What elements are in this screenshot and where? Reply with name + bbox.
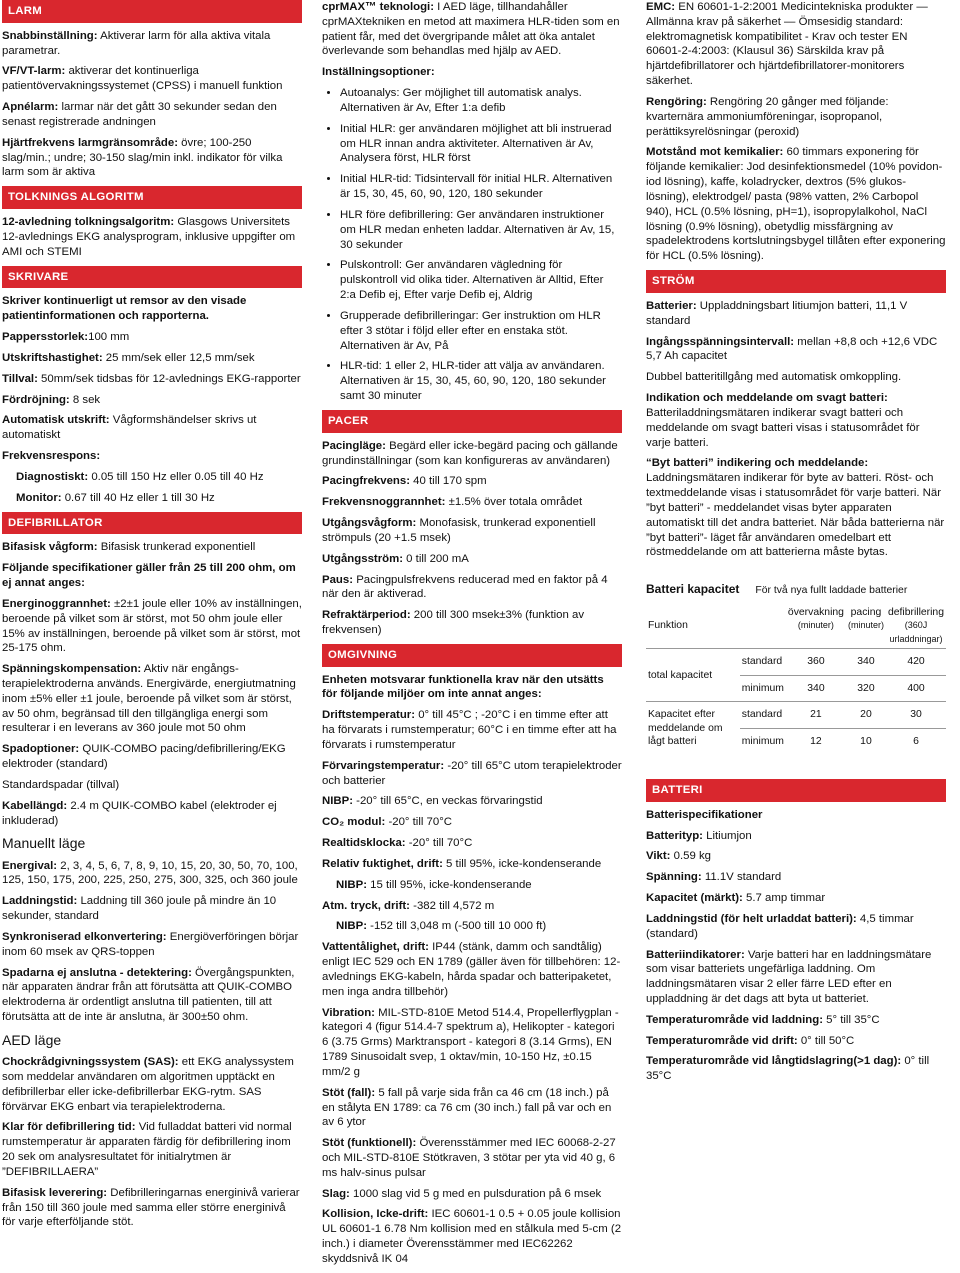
spec-label: VF/VT-larm: — [2, 65, 66, 78]
spec-paragraph — [322, 474, 622, 489]
spec-value: 40 till 170 spm — [410, 475, 487, 488]
spec-value: EN 60601-1-2:2001 Medicintekniska produkter — Allmänna krav på säkerhet — Ömsesidig standard: elektromagnetisk kompatibilitet - Krav och tester EN 60601-2-4:2003: (Klausul 36) Särskilda krav på hjärtdefibrillatorer och hjärtdefibrillatorer-monitorers säkerhet. — [646, 1, 928, 88]
spec-paragraph — [2, 799, 302, 829]
spec-label: Pacingläge: — [322, 439, 386, 452]
spec-value: 5 fall på varje sida från ca 46 cm (18 inch.) på en stålyta EN 1789: ca 76 cm (30 inch.) fall på var och en av 6 ytor — [322, 1086, 612, 1129]
spec-label: Laddningstid: — [2, 895, 78, 908]
spec-label: Batterier: — [646, 299, 697, 312]
spec-label: Driftstemperatur: — [322, 709, 416, 722]
spec-label: Tillval: — [2, 372, 38, 385]
table-title: Batteri kapacitet — [646, 582, 740, 597]
table-cell: 20 — [846, 702, 886, 729]
spec-value: 5° till 35°C — [823, 1013, 880, 1026]
spec-label: 12-avledning tolkningsalgoritm: — [2, 216, 175, 229]
spec-label: Temperaturområde vid långtidslagring(>1 dag): — [646, 1055, 902, 1068]
column-2 — [322, 0, 622, 1273]
spec-value: -20° till 70°C — [405, 837, 473, 850]
spec-value: -20° till 65°C utom terapielektroder och batterier — [322, 759, 622, 787]
spec-value: -152 till 3,048 m (-500 till 10 000 ft) — [367, 920, 547, 933]
option-item: • Pulskontroll: Ger användaren vägledning för pulskontroll vid olika tider. Alternativen är Alltid, Efter 2:a Defib ej, Efter varje Defib ej, Aldrig — [340, 258, 622, 302]
spec-paragraph — [2, 1055, 302, 1114]
spec-paragraph — [322, 0, 622, 59]
spec-label: Kabellängd: — [2, 799, 68, 812]
spec-label: Bifasisk vågform: — [2, 541, 98, 554]
spec-paragraph — [2, 930, 302, 960]
spec-paragraph — [322, 673, 622, 703]
spec-value: Begärd eller icke-begärd pacing och gällande grundinställningar (som kan konfigureras av användaren) — [322, 439, 618, 467]
subsection-title: AED läge — [2, 1031, 62, 1048]
spec-value: 4,5 timmar (standard) — [646, 912, 914, 940]
table-cell: 21 — [786, 702, 846, 729]
spec-label: Förvaringstemperatur: — [322, 759, 445, 772]
spec-label: Temperaturområde vid laddning: — [646, 1013, 823, 1026]
spec-paragraph — [2, 859, 302, 889]
spec-paragraph — [2, 1186, 302, 1230]
spec-label: Diagnostiskt: — [16, 470, 89, 483]
spec-value: Bifasisk trunkerad exponentiell — [97, 541, 256, 554]
spec-value: Laddningsmätaren indikerar för byte av batteri. Röst- och textmeddelande visas i statusområdet för varje batteri. När ”byt batteri” - meddelandet visas byter apparaten automatiskt till det andra batteriet. När båda batterierna när ”byt batteri”- läget får användaren omedelbart ett röstmeddelande om att batterierna måste bytas. — [646, 472, 945, 559]
option-item: • Grupperade defibrilleringar: Ger instruktion om HLR efter 3 stötar i följd eller efter en enstaka stöt. Alternativen är Av, På — [340, 309, 622, 353]
spec-value: -20° till 65°C, en veckas förvaringstid — [353, 795, 543, 808]
spec-label: Spänning: — [646, 871, 702, 884]
spec-value: QUIK-COMBO pacing/defibrillering/EKG elektroder (standard) — [2, 743, 286, 771]
spec-label: Batteriindikatorer: — [646, 948, 745, 961]
spec-paragraph — [646, 912, 946, 942]
spec-label: Ingångsspänningsintervall: — [646, 335, 795, 348]
spec-paragraph — [2, 966, 302, 1025]
spec-value: 25 mm/sek eller 12,5 mm/sek — [102, 351, 255, 364]
spec-value: Uppladdningsbart litiumjon batteri, 11,1 V standard — [646, 299, 908, 327]
spec-label: Automatisk utskrift: — [2, 414, 110, 427]
spec-value: Rengöring 20 gånger med följande: kvarternära ammoniumföreningar, isopropanol, perättiksyrelösningar (peroxid) — [646, 95, 889, 138]
spec-paragraph — [2, 393, 302, 408]
spec-paragraph — [646, 829, 946, 844]
spec-label: Laddningstid (för helt urladdat batteri): — [646, 912, 857, 925]
spec-value: -20° till 70°C — [385, 816, 453, 829]
spec-paragraph — [646, 808, 946, 823]
spec-paragraph — [2, 561, 302, 591]
spec-label: Indikation och meddelande om svagt batteri: — [646, 392, 888, 405]
spec-label: Fördröjning: — [2, 393, 70, 406]
spec-value: 0.67 till 40 Hz eller 1 till 30 Hz — [61, 491, 215, 504]
spec-paragraph — [646, 145, 946, 264]
column-3 — [646, 0, 946, 1090]
spec-paragraph — [2, 330, 302, 345]
capacity-table — [646, 604, 946, 755]
spec-value: 5 till 95%, icke-kondenserande — [442, 857, 602, 870]
spec-paragraph — [322, 1187, 622, 1202]
spec-paragraph — [322, 552, 622, 567]
table-cell: 340 — [846, 649, 886, 676]
spec-value: Batteriladdningsmätaren indikerar svagt batteri och meddelande om svagt batteri visas i statusområdet för varje batteri. — [646, 406, 920, 449]
spec-value: Defibrilleringarnas energinivå varierar från 150 till 360 joule med samma eller större energinivå för varje efterföljande stöt. — [2, 1186, 300, 1229]
row-key: minimum — [740, 675, 786, 702]
section-header-skrivare: SKRIVARE — [2, 266, 302, 289]
option-item: • HLR-tid: 1 eller 2, HLR-tider att välja av användaren. Alternativen är 15, 30, 45, 60, 90, 120, 180 sekunder samt 30 minuter — [340, 359, 622, 403]
spec-label: Vibration: — [322, 1006, 375, 1019]
table-cell: 420 — [886, 649, 946, 676]
spec-label: Inställningsoptioner: — [322, 66, 435, 79]
table-cell: 30 — [886, 702, 946, 729]
spec-value: 11.1V standard — [701, 871, 782, 884]
spec-label: Relativ fuktighet, drift: — [322, 857, 443, 870]
option-list — [322, 86, 622, 404]
spec-paragraph — [646, 1013, 946, 1028]
spec-paragraph — [2, 470, 302, 485]
spec-label: Utgångsvågform: — [322, 517, 417, 530]
spec-value: 0.05 till 150 Hz eller 0.05 till 40 Hz — [88, 470, 264, 483]
spec-paragraph — [646, 335, 946, 365]
spec-label: Rengöring: — [646, 95, 707, 108]
spec-paragraph — [322, 439, 622, 469]
spec-paragraph — [2, 662, 302, 736]
table-subtitle: För två nya fullt laddade batterier — [755, 585, 908, 597]
spec-value: Standardspadar (tillval) — [2, 778, 120, 791]
spec-value: Glasgows Universitets 12-avlednings EKG analysprogram, inklusive uppgifter om AMI och STEMI — [2, 216, 296, 258]
spec-label: Utskriftshastighet: — [2, 351, 103, 364]
spec-paragraph — [322, 1136, 622, 1180]
spec-paragraph — [2, 215, 302, 259]
spec-label: Spänningskompensation: — [2, 663, 142, 676]
section-header-str-m: STRÖM — [646, 270, 946, 293]
spec-label: Batterispecifikationer — [646, 808, 763, 821]
spec-label: Kollision, Icke-drift: — [322, 1208, 429, 1221]
spec-paragraph — [2, 413, 302, 443]
spec-paragraph — [322, 794, 622, 809]
table-cell: 400 — [886, 675, 946, 702]
spec-paragraph — [2, 449, 302, 464]
battery-capacity-table — [646, 582, 946, 755]
table-cell: 320 — [846, 675, 886, 702]
table-cell: 360 — [786, 649, 846, 676]
table-row — [646, 649, 946, 676]
spec-label: Snabbinställning: — [2, 29, 98, 42]
spec-paragraph — [2, 1120, 302, 1179]
spec-value: 5.7 amp timmar — [742, 892, 826, 905]
spec-label: Monitor: — [16, 491, 62, 504]
spec-label: Pacingfrekvens: — [322, 475, 410, 488]
spec-value: övre; 100-250 slag/min.; undre; 30-150 slag/min inkl. indikator för vilka larm som är aktiva — [2, 136, 283, 179]
spec-label: Kapacitet (märkt): — [646, 892, 743, 905]
section-header-omgivning: OMGIVNING — [322, 644, 622, 667]
spec-label: Energival: — [2, 859, 58, 872]
spec-paragraph — [2, 597, 302, 656]
spec-value: 0.59 kg — [670, 850, 712, 863]
col-title: pacing — [850, 606, 882, 618]
section-header-batteri: BATTERI — [646, 779, 946, 802]
col-unit: (minuter) — [797, 620, 834, 631]
spec-label: Spadarna ej anslutna - detektering: — [2, 966, 192, 979]
spec-paragraph — [646, 0, 946, 89]
table-row — [646, 702, 946, 729]
spec-paragraph — [322, 1086, 622, 1130]
spec-value: 100 mm — [88, 331, 130, 344]
spec-label: Vikt: — [646, 850, 671, 863]
section-header-defibrillator: DEFIBRILLATOR — [2, 512, 302, 535]
section-header-larm: LARM — [2, 0, 302, 23]
spec-value: Energiöverföringen börjar inom 60 msek av QRS-toppen — [2, 930, 299, 958]
col-header — [846, 604, 886, 649]
spec-value: Aktiv när engångs-terapielektroderna används. Energivärde, energiutmatning inom ±5% eller ±1 joule, beroende på vilket som är störst, av 50 ohm, begränsad till den tillgängliga energi som resulterar i en leverans av 360 joule mot 50 ohm — [2, 663, 296, 735]
spec-value: 0° till 45°C ; -20°C i en timme efter att ha förvarats i rumstemperatur; 60°C i en timme efter att ha förvarats i rumstemperatur — [322, 709, 617, 751]
spec-label: CO₂ modul: — [322, 816, 386, 829]
table-cell: 6 — [886, 729, 946, 755]
spec-paragraph — [646, 370, 946, 385]
table-cell: 340 — [786, 675, 846, 702]
spec-paragraph — [322, 65, 622, 80]
col-function: Funktion — [648, 620, 688, 632]
row-key: standard — [740, 649, 786, 676]
spec-paragraph — [322, 1207, 622, 1266]
subsection-title: Manuellt läge — [2, 835, 86, 852]
column-1 — [2, 0, 302, 1236]
spec-paragraph — [322, 608, 622, 638]
group-label: total kapacitet — [646, 649, 740, 702]
spec-value: 8 sek — [69, 393, 101, 406]
spec-value: ±1.5% över totala området — [445, 496, 583, 509]
spec-paragraph — [2, 372, 302, 387]
col-title: defibrillering — [887, 606, 944, 618]
spec-label: Apnélarm: — [2, 101, 59, 114]
spec-value: 0° till 50°C — [797, 1034, 855, 1047]
section-header-tolknings-algoritm: TOLKNINGS ALGORITM — [2, 186, 302, 209]
spec-paragraph — [322, 899, 622, 914]
spec-value: Litiumjon — [702, 829, 752, 842]
spec-label: Energinoggrannhet: — [2, 597, 111, 610]
spec-value: IEC 60601-1 0.5 + 0.05 joule kollision UL 60601-1 6.78 Nm kollision med en stålkula med 5-cm (2 inch.) i diameter Överensstämmer med IEC62262 skyddsnivå IK 04 — [322, 1208, 622, 1265]
spec-paragraph — [646, 1054, 946, 1084]
spec-paragraph — [646, 299, 946, 329]
spec-label: Slag: — [322, 1187, 350, 1200]
option-item: • Initial HLR: ger användaren möjlighet att bli instruerad om HLR innan andra aktiviteter. Alternativen är Av, Analysera först, HLR först — [340, 122, 622, 166]
spec-paragraph — [322, 573, 622, 603]
spec-paragraph — [2, 491, 302, 506]
spec-value: 50mm/sek tidsbas för 12-avlednings EKG-rapporter — [37, 372, 301, 385]
spec-value: Monofasisk, trunkerad exponentiell strömpuls (20 +1.5 msek) — [322, 517, 596, 544]
column-3-top — [646, 0, 946, 560]
option-item: • HLR före defibrillering: Ger användaren instruktioner om HLR medan enheten laddar. Alternativen är Av, 15, 30 sekunder — [340, 208, 622, 252]
col-header — [786, 604, 846, 649]
col-header — [886, 604, 946, 649]
spec-paragraph — [322, 919, 622, 934]
spec-paragraph — [646, 849, 946, 864]
col-unit: (360J urladdningar) — [889, 620, 943, 644]
spec-paragraph — [322, 759, 622, 789]
spec-value: Pacingpulsfrekvens reducerad med en faktor på 4 när den är aktiverad. — [322, 573, 608, 601]
spec-label: Spadoptioner: — [2, 743, 80, 756]
spec-value: larmar när det gått 30 sekunder sedan den senast registrerade andningen — [2, 101, 277, 128]
spec-value: IP44 (stänk, damm och sandtålig) enligt IEC 529 och EN 1789 (gäller även för tillbehören: 12-avlednings EKG-kabeln, hårda spadar och batteripaketet, men inga andra tillbehör) — [322, 941, 621, 998]
column-3-bottom — [646, 779, 946, 1084]
spec-value: Aktiverar larm för alla aktiva vitala parametrar. — [2, 29, 271, 57]
spec-label: Batterityp: — [646, 829, 703, 842]
spec-value: 60 timmars exponering för följande kemikalier: Jod desinfektionsmedel (10% povidon-iod lösning), kaffe, koladrycker, dextros (5% glukos-lösning), elektrodgel/ pasta (98% vatten, 2% Carbopol 940), HCL (0.5% lösning, pH=1), isopropylalkohol, NaCl lösning (0.9% lösning), obetydlig missfärgning av spadelektrodens kortslutningsbygel tillåten efter exponering för HCL (0.5% lösning). — [646, 146, 946, 263]
spec-value: Vid fulladdat batteri vid normal rumstemperatur är apparaten färdig för defibrillering inom 20 sek om analysresultatet för initialrytmen är ”DEFIBRILLAERA” — [2, 1121, 292, 1178]
spec-value: MIL-STD-810E Metod 514.4, Propellerflygplan -kategori 4 (figur 514.4-7 spektrum a), Helikopter - kategori 6 (3.75 Grms) Marktransport - kategori 8 (3.14 Grms), EN 1789 Sinusoidalt svep, 1 oktav/min, 10-150 Hz, ±0.15 mm/2 g — [322, 1006, 619, 1078]
spec-value: I AED läge, tillhandahåller cprMAXtekniken en metod att maximera HLR-tiden som en patient får, med det övergripande målet att öka antalet överlevande som behandlas med hjälp av AED. — [322, 1, 620, 58]
spec-paragraph — [322, 495, 622, 510]
spec-value: 2.4 m QUIK-COMBO kabel (elektroder ej inkluderad) — [2, 799, 277, 827]
spec-paragraph — [646, 891, 946, 906]
spec-paragraph — [2, 351, 302, 366]
col-unit: (minuter) — [847, 620, 884, 631]
spec-label: Frekvensrespons: — [2, 450, 101, 463]
spec-label: NIBP: — [336, 878, 368, 891]
spec-label: Vattentålighet, drift: — [322, 941, 429, 954]
spec-paragraph — [2, 100, 302, 130]
spec-label: NIBP: — [336, 920, 368, 933]
spec-value: Varje batteri har en laddningsmätare som visar batteriets ungefärliga laddning. Om laddningsmätaren visar 2 eller färre LED efter en uppladdning är det dags att byta ut batteriet. — [646, 948, 932, 1005]
table-cell: 12 — [786, 729, 846, 755]
spec-paragraph — [646, 391, 946, 450]
spec-value: aktiverar det kontinuerliga patientövervakningssystemet (CPSS) i manuell funktion — [2, 65, 283, 93]
spec-label: Skriver kontinuerligt ut remsor av den visade patientinformationen och rapporterna. — [2, 295, 247, 323]
spec-value: Laddning till 360 joule på mindre än 10 sekunder, standard — [2, 895, 277, 923]
spec-value: Överensstämmer med IEC 60068-2-27 och MIL-STD-810E Stötkraven, 3 stötar per yta vid 40 g, 6 ms halv-sinus pulsar — [322, 1137, 616, 1179]
spec-label: Följande specifikationer gäller från 25 till 200 ohm, om ej annat anges: — [2, 562, 296, 590]
spec-paragraph — [322, 857, 622, 872]
spec-value: 200 till 300 msek±3% (funktion av frekvensen) — [322, 609, 585, 636]
col-title: övervakning — [787, 606, 844, 618]
spec-label: Pappersstorlek: — [2, 331, 89, 344]
spec-label: NIBP: — [322, 795, 354, 808]
spec-label: Synkroniserad elkonvertering: — [2, 930, 167, 943]
spec-label: Temperaturområde vid drift: — [646, 1034, 798, 1047]
spec-paragraph — [2, 778, 302, 793]
spec-paragraph — [2, 894, 302, 924]
spec-label: Paus: — [322, 573, 354, 586]
spec-label: Bifasisk leverering: — [2, 1186, 108, 1199]
spec-value: mellan +8,8 och +12,6 VDC 5,7 Ah capacitet — [646, 335, 938, 363]
spec-label: EMC: — [646, 1, 676, 13]
spec-label: Frekvensnoggrannhet: — [322, 496, 446, 509]
row-key: minimum — [740, 729, 786, 755]
spec-label: Stöt (funktionell): — [322, 1137, 417, 1150]
section-header-pacer: PACER — [322, 410, 622, 433]
row-key: standard — [740, 702, 786, 729]
spec-paragraph — [2, 64, 302, 94]
spec-paragraph — [646, 1034, 946, 1049]
spec-paragraph — [322, 815, 622, 830]
spec-value: 0° till 35°C — [646, 1055, 930, 1083]
option-item: • Initial HLR-tid: Tidsintervall för initial HLR. Alternativen är 15, 30, 45, 60, 90, 120, 180 sekunder — [340, 172, 622, 202]
spec-paragraph — [2, 742, 302, 772]
spec-label: Klar för defibrillering tid: — [2, 1121, 136, 1134]
spec-label: Hjärtfrekvens larmgränsområde: — [2, 136, 178, 149]
spec-label: Atm. tryck, drift: — [322, 899, 410, 912]
spec-label: Utgångsström: — [322, 552, 404, 565]
spec-paragraph — [646, 870, 946, 885]
spec-value: ett EKG analyssystem som meddelar användaren om algoritmen upptäckt en defibrillerbar eller icke-defibrillerbar EKG-rytm. SAS förvärvar EKG enbart via terapielektroderna. — [2, 1056, 294, 1113]
spec-paragraph — [322, 940, 622, 999]
spec-paragraph — [646, 95, 946, 139]
spec-label: “Byt batteri” indikering och meddelande: — [646, 457, 869, 470]
spec-paragraph — [2, 29, 302, 59]
spec-value: 15 till 95%, icke-kondenserande — [367, 878, 532, 891]
table-cell: 10 — [846, 729, 886, 755]
spec-value: -382 till 4,572 m — [409, 899, 495, 912]
option-item: • Autoanalys: Ger möjlighet till automatisk analys. Alternativen är Av, Efter 1:a defib — [340, 86, 622, 116]
spec-label: Realtidsklocka: — [322, 837, 406, 850]
spec-value: ±2±1 joule eller 10% av inställningen, beroende på vilket som är störst, mot 50 ohm joule eller 15% av inställningen, beroende på vilket som är störst, mot 25-175 ohm. — [2, 597, 302, 655]
spec-paragraph — [646, 948, 946, 1007]
spec-paragraph — [2, 294, 302, 324]
spec-label: cprMAX™ teknologi: — [322, 1, 435, 13]
spec-paragraph — [322, 516, 622, 546]
group-label: Kapacitet efter meddelande om lågt batteri — [646, 702, 740, 755]
spec-label: Enheten motsvarar funktionella krav när den utsätts för följande miljöer om inte annat anges: — [322, 673, 604, 701]
spec-value: Övergångspunkten, när apparaten ändrar från att förutsätta att QUIK-COMBO elektroderna är ordentligt anslutna till patienten, till att förutsätta att de inte är anslutna, är 300±50 ohm. — [2, 966, 295, 1024]
spec-label: Chockrådgivningssystem (SAS): — [2, 1056, 179, 1069]
spec-value: Dubbel batteritillgång med automatisk omkoppling. — [646, 371, 902, 384]
spec-paragraph — [322, 878, 622, 893]
spec-paragraph — [646, 456, 946, 560]
spec-paragraph — [2, 540, 302, 555]
spec-value: 0 till 200 mA — [403, 552, 469, 565]
spec-label: Motstånd mot kemikalier: — [646, 146, 784, 159]
spec-paragraph — [2, 136, 302, 180]
spec-paragraph — [322, 708, 622, 752]
spec-label: Refraktärperiod: — [322, 609, 411, 622]
spec-value: Vågformshändelser skrivs ut automatiskt — [2, 414, 257, 442]
spec-paragraph — [322, 1006, 622, 1080]
spec-label: Stöt (fall): — [322, 1086, 376, 1099]
spec-value: 1000 slag vid 5 g med en pulsduration på 6 msek — [349, 1187, 602, 1200]
spec-value: 2, 3, 4, 5, 6, 7, 8, 9, 10, 15, 20, 30, 50, 70, 100, 125, 150, 175, 200, 225, 250, 275, 300, 325, och 360 joule — [2, 859, 298, 887]
spec-paragraph — [322, 836, 622, 851]
